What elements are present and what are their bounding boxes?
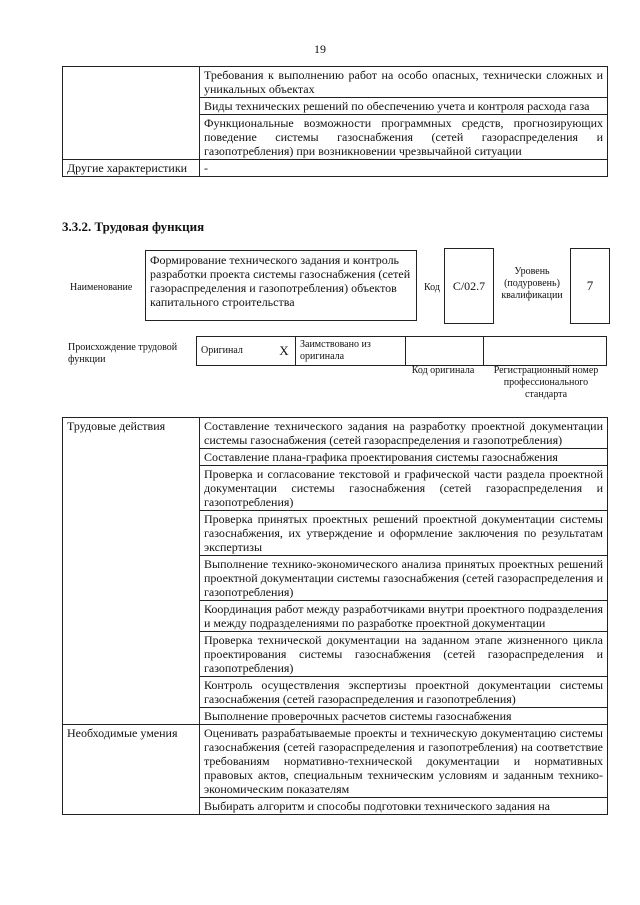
table-cell-text: Требования к выполнению работ на особо опасных, технически сложных и уникальных объектах	[200, 67, 608, 98]
table-cell-text: Виды технических решений по обеспечению учета и контроля расхода газа	[200, 98, 608, 115]
table-cell-text: Функциональные возможности программных средств, прогнозирующих поведение системы газоснабжения (сетей газораспределения и газопотребления) при возникновении чрезвычайной ситуации	[200, 115, 608, 160]
borrowed-label: Заимствовано из оригинала	[296, 337, 406, 366]
group-label: Необходимые умения	[63, 725, 200, 815]
table-row	[63, 160, 608, 177]
table-cell-text: Контроль осуществления экспертизы проектной документации системы газоснабжения (сетей газораспределения и газопотребления)	[200, 677, 608, 708]
table-row	[63, 418, 608, 449]
qualification-level-box: 7	[570, 248, 610, 324]
knowledge-table-continuation	[62, 66, 608, 177]
original-code-cell	[406, 337, 484, 366]
function-code-box: C/02.7	[444, 248, 494, 324]
table-row	[197, 337, 607, 366]
qualification-level-label: Уровень (подуровень) квалификации	[501, 266, 563, 301]
section-title: 3.3.2. Трудовая функция	[62, 219, 205, 234]
original-mark: X	[273, 337, 296, 366]
table-cell-text: Проверка принятых проектных решений проектной документации системы газоснабжения, их утверждение и оформление заключения по результатам экспертизы	[200, 511, 608, 556]
registration-number-cell	[484, 337, 607, 366]
registration-caption: Регистрационный номер профессионального стандарта	[493, 365, 599, 400]
table-cell-text: Выбирать алгоритм и способы подготовки технического задания на	[200, 798, 608, 815]
other-characteristics-value: -	[200, 160, 608, 177]
labor-function-table	[62, 417, 608, 815]
code-label: Код	[424, 282, 440, 293]
page-number: 19	[314, 42, 326, 56]
table-cell-text: Выполнение технико-экономического анализа принятых проектных решений проектной документации системы газоснабжения (сетей газораспределения и газопотребления)	[200, 556, 608, 601]
table-cell-text: Проверка и согласование текстовой и графической части раздела проектной документации системы газоснабжения (сетей газораспределения и газопотребления)	[200, 466, 608, 511]
origin-label: Происхождение трудовой функции	[68, 342, 178, 365]
table-cell-text: Координация работ между разработчиками внутри проектного подразделения и между подразделениями по разработке проектной документации	[200, 601, 608, 632]
origin-table	[196, 336, 607, 366]
table-cell-text: Проверка технической документации на заданном этапе жизненного цикла проектирования системы газоснабжения (сетей газораспределения и газопотребления)	[200, 632, 608, 677]
table-cell-text: Выполнение проверочных расчетов системы газоснабжения	[200, 708, 608, 725]
table-cell-text: Составление плана-графика проектирования системы газоснабжения	[200, 449, 608, 466]
table-cell-text: Составление технического задания на разработку проектной документации системы газоснабжения (сетей газораспределения и газопотребления)	[200, 418, 608, 449]
table-cell-label	[63, 67, 200, 160]
original-label: Оригинал	[197, 337, 274, 366]
other-characteristics-label: Другие характеристики	[63, 160, 200, 177]
code-caption: Код оригинала	[411, 365, 475, 376]
table-row	[63, 725, 608, 798]
function-name-box: Формирование технического задания и контроль разработки проекта системы газоснабжения (сетей газораспределения и газопотребления) объектов капитального строительства	[145, 250, 417, 321]
name-label: Наименование	[70, 282, 133, 293]
table-row	[63, 67, 608, 98]
table-cell-text: Оценивать разрабатываемые проекты и техническую документацию системы газоснабжения (сетей газораспределения и газопотребления) на соответствие требованиям нормативно-технической документации и нормативных правовых актов, специальным техническим условиям и заданным технико-экономическим показателям	[200, 725, 608, 798]
group-label: Трудовые действия	[63, 418, 200, 725]
